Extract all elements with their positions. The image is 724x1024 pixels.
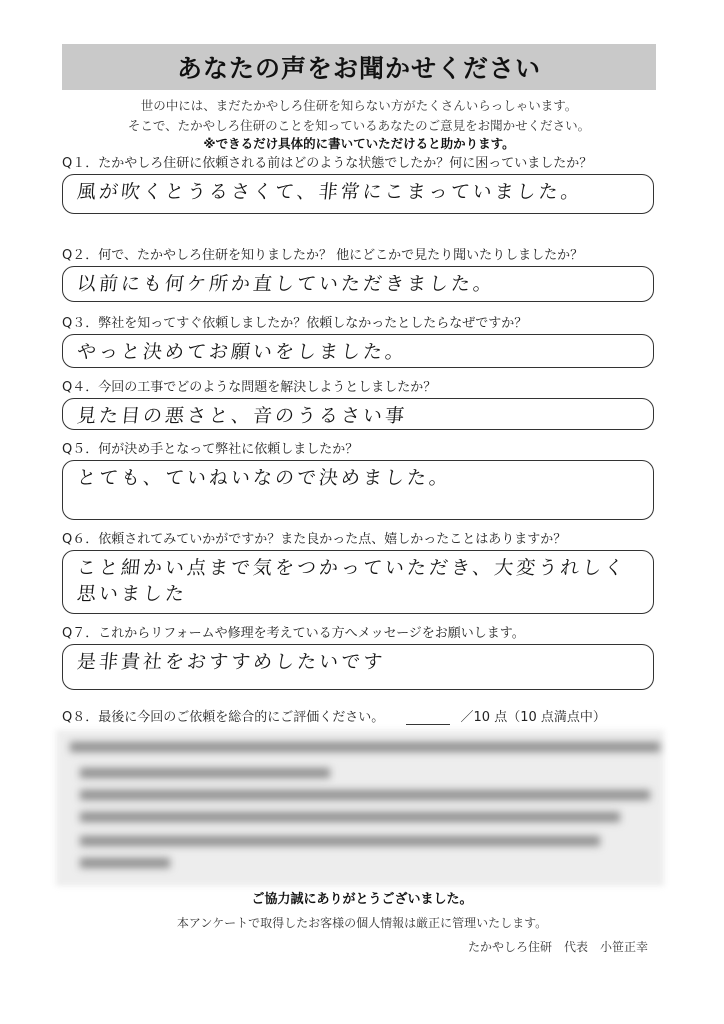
footer-privacy-note: 本アンケートで取得したお客様の個人情報は厳正に管理いたします。 bbox=[176, 916, 548, 930]
question-1-label: Q１．たかやしろ住研に依頼される前はどのような状態でしたか？何に困っていましたか？ bbox=[62, 156, 593, 171]
question-5-answer-line-1: とても、ていねいなので決めました。 bbox=[75, 467, 453, 489]
redacted-line bbox=[80, 790, 650, 800]
redacted-line bbox=[80, 812, 620, 822]
question-5-answer-box bbox=[62, 460, 654, 520]
score-blank bbox=[406, 712, 450, 725]
intro-line-3: ※できるだけ具体的に書いていただけると助かります。 bbox=[203, 136, 515, 151]
question-7-label: Q７．これからリフォームや修理を考えている方へメッセージをお願いします。 bbox=[62, 626, 525, 641]
question-3-answer-line-1: やっと決めてお願いをしました。 bbox=[75, 341, 409, 363]
footer-signature: たかやしろ住研 代表 小笹正幸 bbox=[467, 940, 648, 954]
question-6-label: Q６．依頼されてみていかがですか？また良かった点、嬉しかったことはありますか？ bbox=[62, 532, 567, 547]
question-4-answer-box bbox=[62, 398, 654, 430]
redacted-line bbox=[80, 836, 600, 846]
question-7-answer-box bbox=[62, 644, 654, 690]
question-4-label: Q４．今回の工事でどのような問題を解決しようとしましたか？ bbox=[62, 380, 437, 395]
question-5-label: Q５．何が決め手となって弊社に依頼しましたか？ bbox=[62, 442, 359, 457]
question-2-label: Q２．何で、たかやしろ住研を知りましたか？ 他にどこかで見たり聞いたりしましたか？ bbox=[62, 248, 584, 263]
question-6-answer-line-2: 思いました bbox=[75, 583, 189, 605]
question-4-answer-line-1: 見た目の悪さと、音のうるさい事 bbox=[75, 405, 409, 427]
question-1-answer-box bbox=[62, 174, 654, 214]
question-6-answer-line-1: こと細かい点まで気をつかっていただき、大変うれしく bbox=[75, 557, 628, 579]
question-7-answer-line-1: 是非貴社をおすすめしたいです bbox=[75, 651, 387, 673]
intro-line-2: そこで、たかやしろ住研のことを知っているあなたのご意見をお聞かせください。 bbox=[127, 118, 591, 133]
redacted-line bbox=[80, 768, 330, 778]
title-banner bbox=[62, 44, 656, 90]
intro-line-1: 世の中には、まだたかやしろ住研を知らない方がたくさんいらっしゃいます。 bbox=[140, 98, 578, 113]
footer-thanks: ご協力誠にありがとうございました。 bbox=[251, 892, 473, 907]
question-8-suffix: ／10 点（10 点満点中） bbox=[460, 710, 606, 725]
page-title: あなたの声をお聞かせください bbox=[176, 54, 541, 83]
question-2-answer-line-1: 以前にも何ケ所か直していただきました。 bbox=[75, 273, 497, 295]
redacted-line bbox=[80, 858, 170, 868]
question-3-answer-box bbox=[62, 334, 654, 368]
question-8-label: Q８．最後に今回のご依頼を総合的にご評価ください。 bbox=[62, 710, 385, 725]
question-3-label: Q３．弊社を知ってすぐ依頼しましたか？依頼しなかったとしたらなぜですか？ bbox=[62, 316, 528, 331]
question-8-row bbox=[62, 706, 606, 725]
question-2-answer-box bbox=[62, 266, 654, 302]
question-6-answer-box bbox=[62, 550, 654, 614]
redacted-line bbox=[70, 742, 660, 752]
question-1-answer-line-1: 風が吹くとうるさくて、非常にこまっていました。 bbox=[75, 181, 584, 203]
